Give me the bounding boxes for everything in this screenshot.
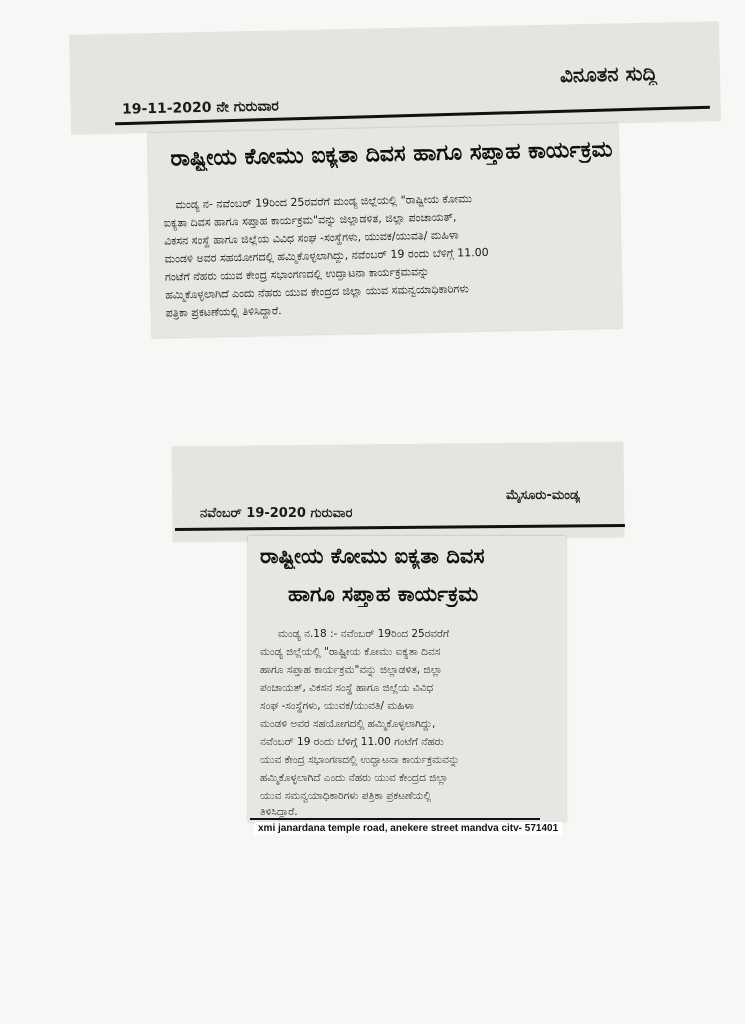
clip2-footer-address: xmi janardana temple road, anekere street mandva citv- 571401 xyxy=(254,822,562,835)
clip2-body-line: ಹಾಗೂ ಸಪ್ತಾಹ ಕಾರ್ಯಕ್ರಮ"ವನ್ನು ಜಿಲ್ಲಾಡಳಿತ, ಜಿಲ್ಲಾ xyxy=(260,664,443,676)
clip2-body-line: ಯುವ ಕೇಂದ್ರ ಸಭಾಂಗಣದಲ್ಲಿ ಉದ್ಘಾಟನಾ ಕಾರ್ಯಕ್ರಮವನ್ನು xyxy=(260,754,460,766)
clip1-date: 19-11-2020 ನೇ ಗುರುವಾರ xyxy=(121,98,280,118)
clip2-body-line: ನವೆಂಬರ್ 19 ರಂದು ಬೆಳಿಗ್ಗೆ 11.00 ಗಂಟೆಗೆ ನೆಹರು xyxy=(260,736,444,748)
clip2-body-line: ಹಮ್ಮಿಕೊಳ್ಳಲಾಗಿದೆ ಎಂದು ನೆಹರು ಯುವ ಕೇಂದ್ರದ ಜಿಲ್ಲಾ xyxy=(260,772,449,784)
clip2-headline-line2: ಹಾಗೂ ಸಪ್ತಾಹ ಕಾರ್ಯಕ್ರಮ xyxy=(288,582,479,606)
clip2-body-line: ಮಂಡ್ಯ ನ.18 :- ನವೆಂಬರ್ 19ರಿಂದ 25ರವರೆಗೆ xyxy=(278,628,450,640)
clip1-body-line: ಮಂಡಳಿ ಅವರ ಸಹಯೋಗದಲ್ಲಿ ಹಮ್ಮಿಕೊಳ್ಳಲಾಗಿದ್ದು, ನವೆಂಬರ್ 19 ರಂದು ಬೆಳಿಗ್ಗೆ 11.00 xyxy=(164,245,489,266)
clip2-masthead: ಮೈಸೂರು-ಮಂಡ್ಯ xyxy=(506,488,581,503)
clip2-date: ನವೆಂಬರ್ 19-2020 ಗುರುವಾರ xyxy=(200,506,353,521)
clip1-article xyxy=(148,123,622,338)
clip1-body-line: ಹಮ್ಮಿಕೊಳ್ಳಲಾಗಿದೆ ಎಂದು ನೆಹರು ಯುವ ಕೇಂದ್ರದ ಜಿಲ್ಲಾ ಯುವ ಸಮನ್ವಯಾಧಿಕಾರಿಗಳು xyxy=(165,282,469,302)
clip2-body-line: ತಿಳಿಸಿದ್ದಾರೆ. xyxy=(260,806,298,818)
clip2-body-line: ಮಂಡ್ಯ ಜಿಲ್ಲೆಯಲ್ಲಿ "ರಾಷ್ಟ್ರೀಯ ಕೋಮು ಐಕ್ಯತಾ ದಿವಸ xyxy=(260,646,441,658)
clip1-body-line: ವಿಕಸನ ಸಂಸ್ಥೆ ಹಾಗೂ ಜಿಲ್ಲೆಯ ವಿವಿಧ ಸಂಘ -ಸಂಸ್ಥೆಗಳು, ಯುವಕ/ಯುವತಿ/ ಮಹಿಳಾ xyxy=(164,228,459,248)
clip1-headline: ರಾಷ್ಟ್ರೀಯ ಕೋಮು ಐಕ್ಯತಾ ದಿವಸ ಹಾಗೂ ಸಪ್ತಾಹ ಕಾರ್ಯಕ್ರಮ xyxy=(170,137,613,172)
clip1-body-line: ಪತ್ರಿಕಾ ಪ್ರಕಟಣೆಯಲ್ಲಿ ತಿಳಿಸಿದ್ದಾರೆ. xyxy=(165,304,282,320)
clip2-body-line: ಸಂಘ -ಸಂಸ್ಥೆಗಳು, ಯುವಕ/ಯುವತಿ/ ಮಹಿಳಾ xyxy=(260,700,414,712)
clip2-body-line: ಪಂಚಾಯತ್, ವಿಕಸನ ಸಂಸ್ಥೆ ಹಾಗೂ ಜಿಲ್ಲೆಯ ವಿವಿಧ xyxy=(260,682,434,694)
clip2-article xyxy=(248,536,566,822)
clip2-body-line: ಮಂಡಳಿ ಅವರ ಸಹಯೋಗದಲ್ಲಿ ಹಮ್ಮಿಕೊಳ್ಳಲಾಗಿದ್ದು, xyxy=(260,718,436,730)
clip1-body-line: ಗಂಟೆಗೆ ನೆಹರು ಯುವ ಕೇಂದ್ರ ಸಭಾಂಗಣದಲ್ಲಿ ಉದ್ಘಾಟನಾ ಕಾರ್ಯಕ್ರಮವನ್ನು xyxy=(164,265,430,284)
clip1-masthead: ವಿನೂತನ ಸುದ್ದಿ xyxy=(559,60,658,88)
clip2-headline-line1: ರಾಷ್ಟ್ರೀಯ ಕೋಮು ಐಕ್ಯತಾ ದಿವಸ xyxy=(260,544,485,568)
clip1-body-line: ಮಂಡ್ಯ ನ- ನವೆಂಬರ್ 19ರಿಂದ 25ರವರೆಗೆ ಮಂಡ್ಯ ಜಿಲ್ಲೆಯಲ್ಲಿ "ರಾಷ್ಟ್ರೀಯ ಕೋಮು xyxy=(175,192,473,212)
clip2-footer-rule xyxy=(250,818,540,820)
clip1-body-line: ಐಕ್ಯತಾ ದಿವಸ ಹಾಗೂ ಸಪ್ತಾಹ ಕಾರ್ಯಕ್ರಮ"ವನ್ನು ಜಿಲ್ಲಾಡಳಿತ, ಜಿಲ್ಲಾ ಪಂಚಾಯತ್, xyxy=(163,210,457,230)
clip2-body-line: ಯುವ ಸಮನ್ವಯಾಧಿಕಾರಿಗಳು ಪತ್ರಿಕಾ ಪ್ರಕಟಣೆಯಲ್ಲಿ xyxy=(260,790,432,802)
